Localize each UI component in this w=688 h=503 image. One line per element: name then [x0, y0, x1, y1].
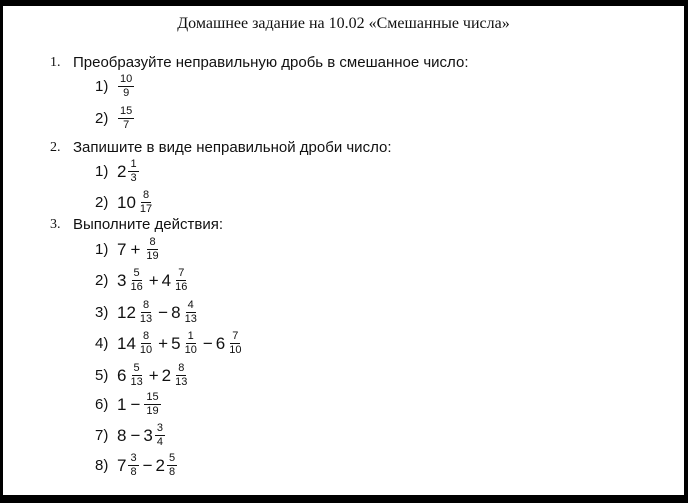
- denominator: 4: [156, 436, 163, 448]
- mixed-number: [117, 331, 155, 356]
- whole-part: 4: [161, 270, 172, 290]
- mixed-number: [117, 453, 140, 478]
- math-expression: [117, 106, 135, 131]
- exercise-item: [95, 190, 155, 215]
- item-label: 1): [95, 241, 109, 258]
- numerator: 5: [133, 267, 140, 279]
- item-label: 2): [95, 272, 109, 289]
- fraction: [138, 300, 154, 325]
- fraction: [128, 363, 144, 388]
- math-expression: [117, 190, 155, 215]
- math-expression: [117, 74, 135, 99]
- operator: −: [142, 455, 153, 475]
- denominator: 13: [184, 313, 197, 325]
- mixed-number: [216, 331, 245, 356]
- numerator: 1: [187, 330, 194, 342]
- denominator: 16: [175, 281, 188, 293]
- operator: −: [158, 302, 169, 322]
- math-expression: [117, 159, 140, 184]
- item-label: 4): [95, 335, 109, 352]
- whole-part: 12: [117, 302, 136, 322]
- numerator: 3: [130, 452, 137, 464]
- fraction: [118, 106, 134, 131]
- whole-part: 14: [117, 333, 136, 353]
- whole-part: 8: [171, 302, 181, 322]
- denominator: 19: [146, 250, 159, 262]
- fraction: [138, 331, 154, 356]
- fraction: [183, 300, 199, 325]
- task-instruction: Преобразуйте неправильную дробь в смешанное число:: [73, 54, 469, 71]
- numerator: 1: [130, 158, 137, 170]
- numerator: 8: [142, 189, 150, 201]
- mixed-number: [162, 268, 191, 293]
- exercise-item: [95, 392, 162, 417]
- task-number: 1.: [50, 55, 61, 70]
- math-expression: [117, 300, 200, 325]
- denominator: 9: [123, 87, 130, 99]
- item-label: 6): [95, 396, 109, 413]
- item-label: 5): [95, 367, 109, 384]
- exercise-item: [95, 268, 190, 293]
- exercise-item: [95, 237, 162, 262]
- math-expression: [117, 363, 190, 388]
- numerator: 5: [133, 362, 140, 374]
- operator: −: [130, 425, 141, 445]
- task-number: 2.: [50, 140, 61, 155]
- operator: +: [148, 365, 159, 385]
- math-expression: [117, 453, 178, 478]
- denominator: 7: [123, 119, 130, 131]
- math-expression: [117, 423, 166, 448]
- whole-part: 6: [215, 333, 226, 353]
- operator: +: [158, 333, 169, 353]
- whole-part: 2: [161, 365, 172, 385]
- numerator: 7: [178, 267, 185, 279]
- numerator: 3: [156, 422, 163, 434]
- denominator: 13: [175, 376, 188, 388]
- whole-part: 7: [117, 455, 127, 475]
- denominator: 19: [146, 405, 159, 417]
- numerator: 8: [142, 299, 150, 311]
- denominator: 13: [139, 313, 153, 325]
- denominator: 10: [139, 344, 153, 356]
- numerator: 7: [232, 330, 239, 342]
- fraction: [144, 392, 160, 417]
- mixed-number: [117, 159, 140, 184]
- fraction: [183, 331, 199, 356]
- denominator: 3: [130, 172, 137, 184]
- mixed-number: [156, 453, 179, 478]
- fraction: [128, 453, 138, 478]
- mixed-number: [171, 331, 200, 356]
- number: 7: [117, 239, 127, 259]
- numerator: 15: [120, 105, 133, 117]
- operator: +: [130, 239, 141, 259]
- exercise-item: [95, 423, 166, 448]
- exercise-item: [95, 453, 178, 478]
- numerator: 10: [120, 73, 133, 85]
- exercise-item: [95, 74, 135, 99]
- fraction: [173, 268, 189, 293]
- denominator: 13: [130, 376, 143, 388]
- item-label: 1): [95, 78, 109, 95]
- denominator: 8: [169, 466, 176, 478]
- mixed-number: [117, 190, 155, 215]
- operator: +: [148, 270, 159, 290]
- whole-part: 6: [117, 365, 127, 385]
- numerator: 8: [142, 330, 150, 342]
- number: 1: [117, 394, 127, 414]
- item-label: 2): [95, 110, 109, 127]
- mixed-number: [117, 300, 155, 325]
- math-expression: [117, 237, 162, 262]
- page-title: Домашнее задание на 10.02 «Смешанные числа»: [177, 15, 510, 32]
- mixed-number: [117, 363, 146, 388]
- numerator: 5: [169, 452, 176, 464]
- denominator: 10: [229, 344, 242, 356]
- item-label: 7): [95, 427, 109, 444]
- denominator: 8: [130, 466, 137, 478]
- fraction: [173, 363, 189, 388]
- item-label: 8): [95, 457, 109, 474]
- mixed-number: [143, 423, 166, 448]
- worksheet-page: [3, 6, 684, 495]
- operator: −: [202, 333, 213, 353]
- math-expression: [117, 268, 190, 293]
- mixed-number: [117, 268, 146, 293]
- numerator: 8: [149, 236, 156, 248]
- whole-part: 5: [171, 333, 181, 353]
- fraction: [138, 190, 154, 215]
- denominator: 10: [184, 344, 197, 356]
- fraction: [144, 237, 160, 262]
- numerator: 15: [146, 391, 159, 403]
- exercise-item: [95, 159, 140, 184]
- whole-part: 3: [143, 425, 153, 445]
- item-label: 3): [95, 304, 109, 321]
- exercise-item: [95, 300, 200, 325]
- whole-part: 2: [155, 455, 165, 475]
- fraction: [155, 423, 165, 448]
- exercise-item: [95, 331, 244, 356]
- task-number: 3.: [50, 217, 61, 232]
- exercise-item: [95, 363, 190, 388]
- whole-part: 3: [117, 270, 127, 290]
- fraction: [227, 331, 243, 356]
- task-instruction: Запишите в виде неправильной дроби число:: [73, 139, 392, 156]
- numerator: 4: [187, 299, 194, 311]
- math-expression: [117, 392, 162, 417]
- fraction: [118, 74, 134, 99]
- item-label: 2): [95, 194, 109, 211]
- fraction: [128, 159, 138, 184]
- mixed-number: [171, 300, 200, 325]
- operator: −: [130, 394, 141, 414]
- exercise-item: [95, 106, 135, 131]
- fraction: [167, 453, 177, 478]
- mixed-number: [162, 363, 191, 388]
- number: 8: [117, 425, 127, 445]
- item-label: 1): [95, 163, 109, 180]
- whole-part: 2: [117, 161, 127, 181]
- numerator: 8: [178, 362, 185, 374]
- denominator: 16: [130, 281, 143, 293]
- denominator: 17: [139, 203, 153, 215]
- math-expression: [117, 331, 244, 356]
- fraction: [128, 268, 144, 293]
- whole-part: 10: [117, 192, 136, 212]
- task-instruction: Выполните действия:: [73, 216, 224, 233]
